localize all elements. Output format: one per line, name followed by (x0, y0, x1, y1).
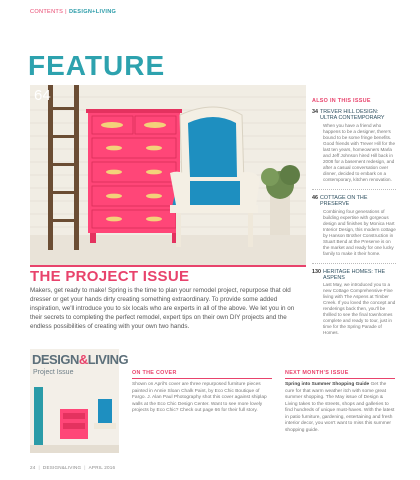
cover-brand: DESIGN&LIVING (32, 352, 129, 367)
headline-rule (30, 265, 306, 267)
page-number: 64 (34, 87, 51, 104)
next-month-text: Get the cure for that warm weather itch with some great summer shopping. The May issue of Design & Living takes to the streets, shops and galleries to find hundreds of unique must-haves. With the latest in patio furniture, gardening, entertaining and fresh interior decor, you won't want to miss this summer shopping guide. (285, 382, 395, 433)
feature-photo (30, 85, 306, 265)
on-the-cover-rule (132, 378, 272, 379)
next-month-lead: Spring into Summer Shopping Guide (285, 382, 370, 387)
next-month-title: NEXT MONTH'S ISSUE (285, 370, 349, 376)
footer-brand: DESIGN&LIVING (42, 465, 82, 470)
footer-date: APRIL 2016 (88, 465, 116, 470)
sidebar-item[interactable] (312, 195, 396, 257)
next-month-body (285, 382, 395, 434)
sidebar-divider (312, 189, 396, 190)
on-the-cover-title: ON THE COVER (132, 370, 177, 376)
sidebar-item-number: 46 (312, 194, 318, 201)
sidebar-item[interactable] (312, 109, 396, 183)
also-in-issue-sidebar (312, 98, 396, 342)
sidebar-item-headline: COTTAGE ON THE PRESERVE (320, 194, 368, 208)
section-label: DESIGN+LIVING (68, 9, 117, 15)
sidebar-title: ALSO IN THIS ISSUE (312, 98, 371, 104)
sidebar-item-body: When you have a friend who happens to be a designer, there's bound to be some fringe benefits. Good friends with Trever Hill for the last ten years, homeowners Marla and Jeff Johnson hired Hill back in 2008 for a basement redesign, and after a casual conversation over dinner, decided to embark on a contemporary, kitchen renovation. (323, 122, 395, 182)
feature-title: FEATURE (28, 50, 166, 81)
sidebar-item-headline: TREVER HILL DESIGN: ULTRA CONTEMPORARY (320, 109, 385, 122)
footer-page: 24 (30, 465, 36, 470)
story-body: Makers, get ready to make! Spring is the time to plan your remodel project, repurpose that old dresser or get your hands dirty creating something extraordinary. To provide some added inspiration, we'll introduce you to six locals who are experts in all of the above. We let you in on their secrets to completing the perfect remodel, expert tips on their own DIY projects and the endless possibilities of creating with your own two hands. (30, 287, 295, 330)
page-footer: 24 | DESIGN&LIVING | APRIL 2016 (30, 465, 116, 470)
sidebar-item-headline: HERITAGE HOMES: THE ASPENS (323, 268, 386, 282)
breadcrumb-separator: | (65, 9, 67, 15)
sidebar-item[interactable] (312, 269, 396, 337)
cover-subtitle: Project Issue (33, 369, 74, 376)
sidebar-item-body: Last May, we introduced you to a new Cottage Comprehensive-Fine living with The Aspens at Timber Creek. If you loved the concept and renderings back then, you'll be thrilled to see the final townhomes complete and ready to tour, just in time for the Spring Parade of Homes. (323, 282, 396, 336)
contents-breadcrumb (30, 9, 116, 15)
contents-label: CONTENTS (30, 9, 64, 15)
story-headline: THE PROJECT ISSUE (30, 268, 190, 285)
next-month-rule (285, 378, 395, 379)
sidebar-item-number: 34 (312, 109, 318, 115)
on-the-cover-body: Shown on April's cover are three repurposed furniture pieces painted in Annie Sloan Chalk Paint, by Eco Chic Boutique of Fargo. J. Alan Paul Photography shot this cover against shiplap walls at the Eco Chic Design Center. Want to see more lovely projects by Eco Chic? Check out page 66 for their full story. (132, 382, 267, 413)
sidebar-divider (312, 263, 396, 264)
sidebar-item-body: Combining four generations of building expertise with gorgeous design and finishes by Monica Hart Interior Design, this modern cottage by Hanson Brother Construction in Stuart Bend at the Preserve is on the market and ready for one lucky family to make it their home. (323, 208, 396, 256)
pink-dresser (86, 109, 182, 243)
sidebar-item-number: 130 (312, 268, 321, 275)
magazine-cover-thumbnail[interactable] (30, 349, 129, 453)
